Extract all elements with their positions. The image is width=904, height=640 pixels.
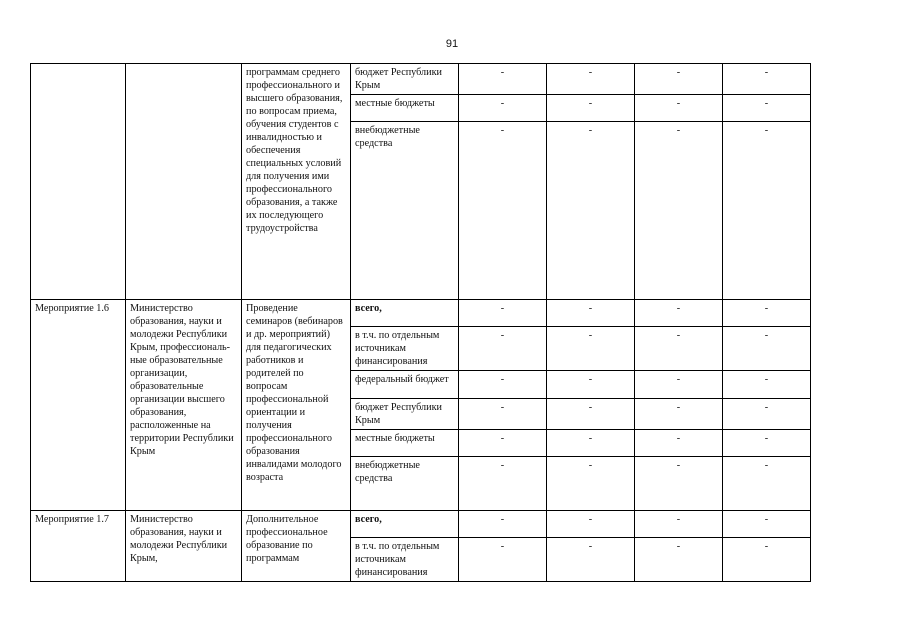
- value-cell: -: [547, 327, 635, 371]
- value-cell: -: [635, 430, 723, 457]
- value-cell: -: [547, 511, 635, 538]
- description-cell: Дополнительное профессиональное образование по программам: [242, 511, 351, 582]
- value-cell: -: [635, 371, 723, 399]
- source-total-cell: всего,: [351, 511, 459, 538]
- source-cell: бюджет Республики Крым: [351, 64, 459, 95]
- description-cell: программам среднего профессионального и высшего образования, по вопросам приема, обучения студентов с инвалидностью и обеспечения специальных условий для получения ими профессионального образования, а также их последующего трудоустройства: [242, 64, 351, 300]
- label-cell-empty: [31, 64, 126, 300]
- value-cell: -: [635, 300, 723, 327]
- value-cell: -: [723, 122, 811, 300]
- value-cell: -: [723, 95, 811, 122]
- value-cell: -: [723, 399, 811, 430]
- value-cell: -: [459, 327, 547, 371]
- value-cell: -: [547, 457, 635, 511]
- source-cell: в т.ч. по отдельным источникам финансирования: [351, 538, 459, 582]
- value-cell: -: [723, 327, 811, 371]
- source-cell: в т.ч. по отдельным источникам финансирования: [351, 327, 459, 371]
- value-cell: -: [635, 399, 723, 430]
- description-cell: Проведение семинаров (вебинаров и др. мероприятий) для педагогических работников и родителей по вопросам профессиональной ориентации и получения профессионального образования инвалидами молодого возраста: [242, 300, 351, 511]
- source-total-cell: всего,: [351, 300, 459, 327]
- source-cell: местные бюджеты: [351, 95, 459, 122]
- value-cell: -: [459, 64, 547, 95]
- value-cell: -: [459, 300, 547, 327]
- value-cell: -: [547, 538, 635, 582]
- value-cell: -: [635, 95, 723, 122]
- value-cell: -: [723, 64, 811, 95]
- value-cell: -: [459, 511, 547, 538]
- source-cell: внебюджетные средства: [351, 122, 459, 300]
- value-cell: -: [547, 399, 635, 430]
- source-cell: внебюджетные средства: [351, 457, 459, 511]
- table-row: [31, 511, 811, 538]
- value-cell: -: [547, 64, 635, 95]
- value-cell: -: [459, 95, 547, 122]
- executor-cell-empty: [126, 64, 242, 300]
- value-cell: -: [459, 399, 547, 430]
- page-number: 91: [445, 38, 459, 50]
- value-cell: -: [547, 371, 635, 399]
- executor-cell: Министерство образования, науки и молодежи Республики Крым, профессиональ-ные образовательные организации, образовательные организации высшего образования, расположенные на территории Республики Крым: [126, 300, 242, 511]
- value-cell: -: [459, 538, 547, 582]
- value-cell: -: [547, 430, 635, 457]
- measure-label: Мероприятие 1.6: [31, 300, 126, 511]
- value-cell: -: [459, 430, 547, 457]
- source-cell: местные бюджеты: [351, 430, 459, 457]
- source-cell: бюджет Республики Крым: [351, 399, 459, 430]
- table-row: [31, 64, 811, 95]
- value-cell: -: [547, 122, 635, 300]
- value-cell: -: [723, 511, 811, 538]
- source-cell: федеральный бюджет: [351, 371, 459, 399]
- value-cell: -: [635, 327, 723, 371]
- executor-cell: Министерство образования, науки и молодежи Республики Крым,: [126, 511, 242, 582]
- value-cell: -: [635, 538, 723, 582]
- value-cell: -: [459, 457, 547, 511]
- table-row: [31, 300, 811, 327]
- value-cell: -: [723, 430, 811, 457]
- measure-label: Мероприятие 1.7: [31, 511, 126, 582]
- value-cell: -: [723, 538, 811, 582]
- value-cell: -: [723, 457, 811, 511]
- value-cell: -: [547, 300, 635, 327]
- value-cell: -: [635, 122, 723, 300]
- value-cell: -: [635, 511, 723, 538]
- program-table: [30, 63, 811, 582]
- value-cell: -: [547, 95, 635, 122]
- value-cell: -: [723, 371, 811, 399]
- value-cell: -: [459, 371, 547, 399]
- value-cell: -: [635, 64, 723, 95]
- value-cell: -: [723, 300, 811, 327]
- value-cell: -: [459, 122, 547, 300]
- value-cell: -: [635, 457, 723, 511]
